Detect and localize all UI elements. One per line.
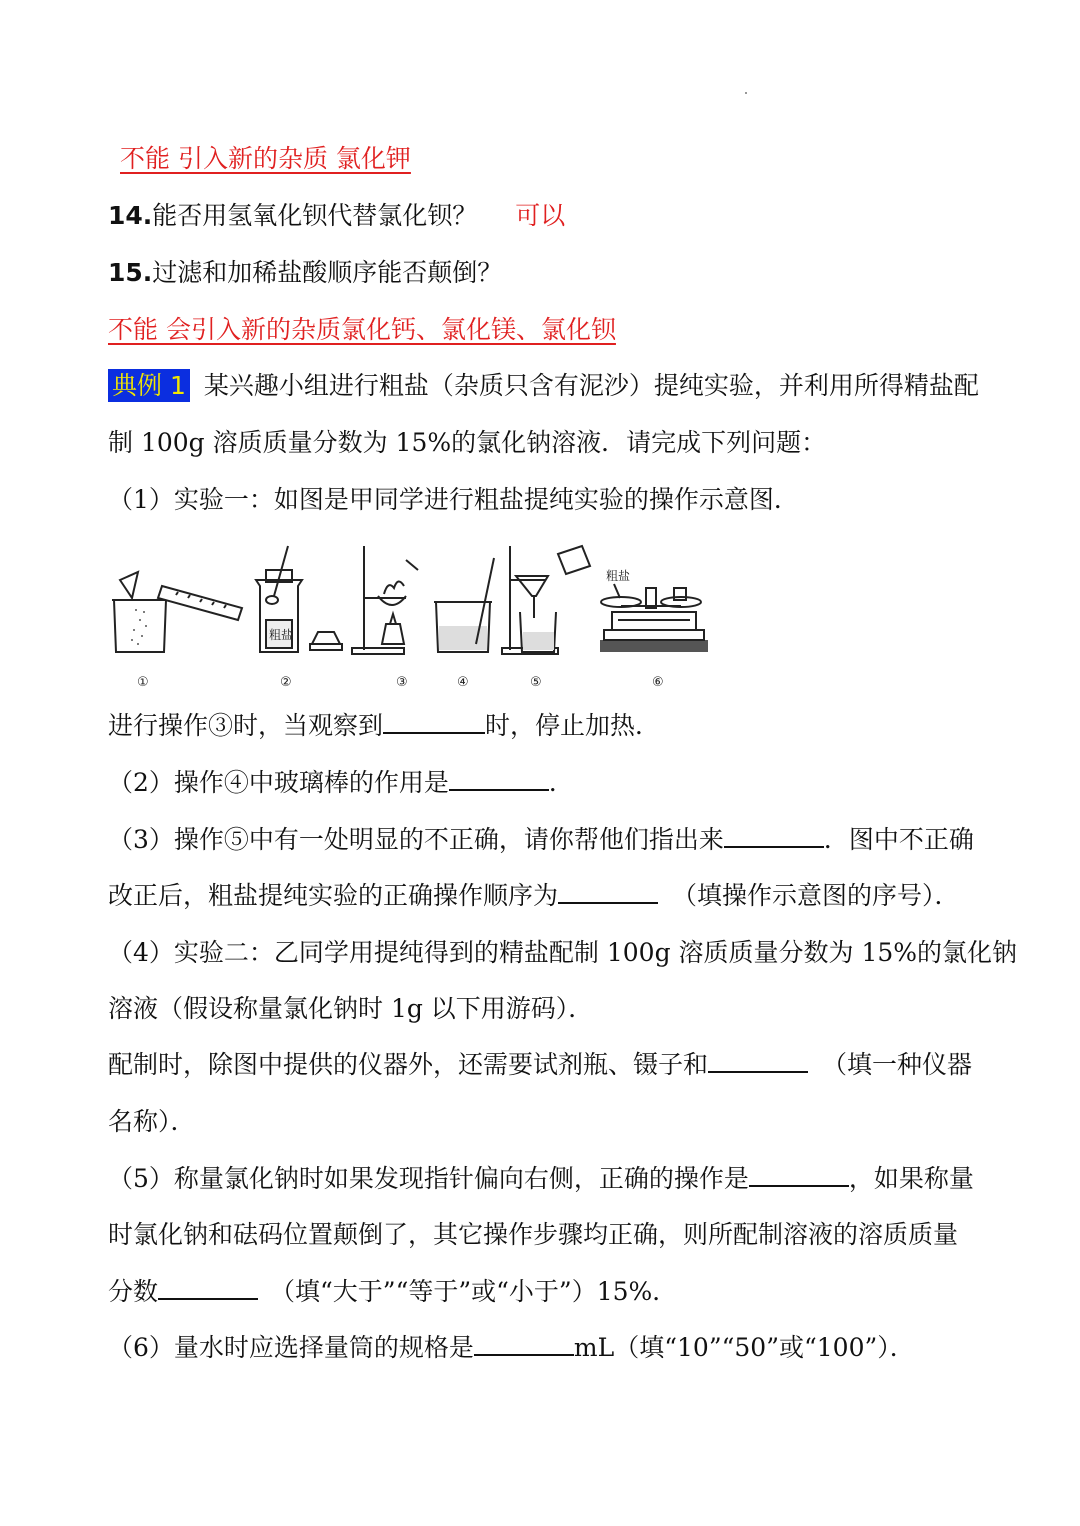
answer-14: 可以: [515, 201, 566, 230]
answer-blank-2[interactable]: [449, 769, 549, 791]
answer-blank-6[interactable]: [749, 1165, 849, 1187]
question-14-text: 能否用氢氧化钡代替氯化钡？: [152, 201, 478, 230]
answer-13: 不能 引入新的杂质 氯化钾: [120, 144, 411, 173]
part-1-text: （1）实验一：如图是甲同学进行粗盐提纯实验的操作示意图．: [108, 485, 799, 514]
part-3-continuation-a: 改正后，粗盐提纯实验的正确操作顺序为: [108, 881, 559, 910]
answer-blank-5[interactable]: [708, 1051, 808, 1073]
figure-label-6: ⑥: [652, 675, 664, 690]
part-4-question-a: 配制时，除图中提供的仪器外，还需要试剂瓶、镊子和: [108, 1050, 709, 1079]
question-14-number: 14.: [108, 201, 153, 230]
part-4-continuation: 名称）．: [108, 1107, 196, 1136]
part-6-question: [108, 1331, 915, 1365]
figure-label-4: ④: [457, 675, 469, 690]
part-2-question-b: ．: [548, 768, 574, 797]
part-5-question: [108, 1162, 974, 1196]
operation-3-evaporate: [352, 546, 418, 654]
answer-blank-3[interactable]: [724, 826, 824, 848]
part-5-continuation-a: 分数: [108, 1277, 159, 1306]
apparatus-figure: [106, 540, 716, 700]
operation-4-stir: [434, 558, 494, 652]
part-5-line2: 时氯化钠和砝码位置颠倒了，其它操作步骤均正确，则所配制溶液的溶质质量: [108, 1220, 959, 1249]
part-2-question-a: （2）操作④中玻璃棒的作用是: [108, 768, 449, 797]
part-2-question: [108, 766, 574, 800]
crude-salt-label-balance: 粗盐: [606, 569, 631, 583]
part-3-question-a: （3）操作⑤中有一处明显的不正确，请你帮他们指出来: [108, 825, 724, 854]
question-15-text: 过滤和加稀盐酸顺序能否颠倒？: [152, 258, 503, 287]
figure-label-5: ⑤: [530, 675, 542, 690]
part-3-continuation-b: （填操作示意图的序号）．: [672, 881, 960, 910]
question-15-number: 15.: [108, 258, 153, 287]
part-5-question-b: ，如果称量: [848, 1164, 974, 1193]
part-4-question: [108, 1048, 972, 1082]
question-15: [108, 256, 502, 290]
part-5-question-a: （5）称量氯化钠时如果发现指针偏向右侧，正确的操作是: [108, 1164, 749, 1193]
answer-15: 不能 会引入新的杂质氯化钙、氯化镁、氯化钡: [108, 315, 616, 344]
example-intro-line2: 制 100g 溶质质量分数为 15%的氯化钠溶液．请完成下列问题：: [108, 428, 827, 457]
part-4-question-b: （填一种仪器: [822, 1050, 973, 1079]
crude-salt-label-bottle: 粗盐: [269, 628, 294, 642]
part-6-question-b: mL（填“10”“50”或“100”）．: [573, 1333, 915, 1362]
answer-blank-8[interactable]: [474, 1334, 574, 1356]
part-3-question-b: ．图中不正确: [823, 825, 974, 854]
operation-1-dissolve: [112, 572, 242, 652]
figure-label-2: ②: [280, 675, 292, 690]
question-14: [108, 199, 565, 233]
answer-blank-1[interactable]: [383, 712, 485, 734]
operation-2-weigh-bottle: [256, 546, 342, 652]
operation-5-filter: [502, 546, 590, 654]
part-5-continuation-b: （填“大于”“等于”或“小于”）15%．: [270, 1277, 678, 1306]
figure-label-1: ①: [137, 675, 149, 690]
example-intro-line1: [108, 369, 979, 403]
figure-label-3: ③: [396, 675, 408, 690]
part-3-question: [108, 823, 974, 857]
speck: [745, 92, 747, 94]
part-6-question-a: （6）量水时应选择量筒的规格是: [108, 1333, 474, 1362]
answer-blank-7[interactable]: [158, 1278, 258, 1300]
part-4-line1: （4）实验二：乙同学用提纯得到的精盐配制 100g 溶质质量分数为 15%的氯化钠: [108, 938, 1018, 967]
example-intro-text1: 某兴趣小组进行粗盐（杂质只含有泥沙）提纯实验，并利用所得精盐配: [203, 371, 979, 400]
part-4-line2: 溶液（假设称量氯化钠时 1g 以下用游码）．: [108, 994, 594, 1023]
operation-6-balance: [600, 568, 708, 652]
part-5-continuation: [108, 1275, 677, 1309]
answer-blank-4[interactable]: [558, 882, 658, 904]
example-tag: 典例 1: [108, 369, 190, 402]
part-1-question: [108, 709, 660, 743]
part-3-continuation: [108, 879, 960, 913]
part-1-question-a: 进行操作③时，当观察到: [108, 711, 384, 740]
part-1-question-b: 时，停止加热．: [485, 711, 661, 740]
